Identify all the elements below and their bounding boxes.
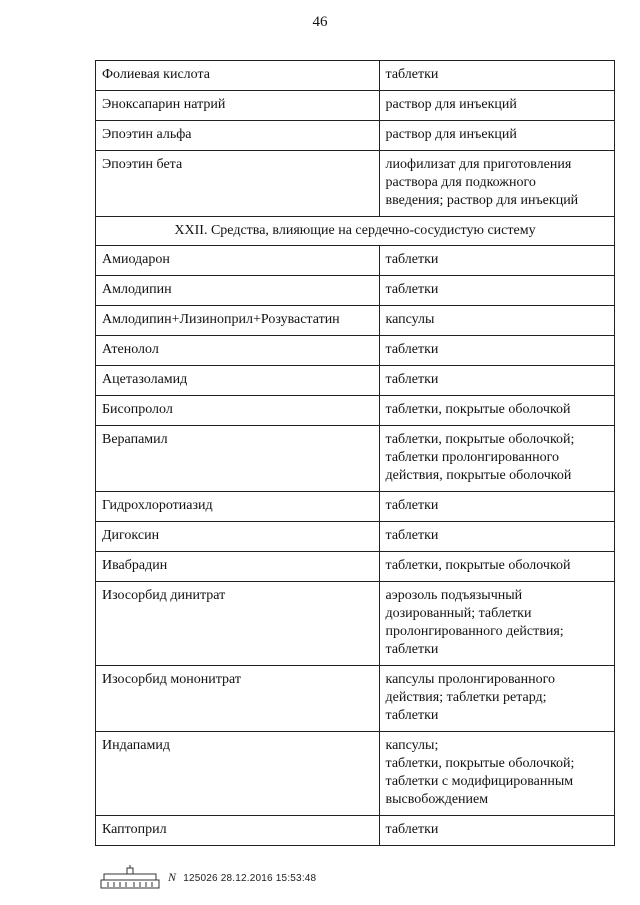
dosage-form-cell [379,61,614,91]
dosage-form-cell [379,552,614,582]
drug-name-cell: Дигоксин [96,522,380,552]
dosage-form-line: капсулы; [385,738,439,753]
dosage-form-line: таблетки [385,498,439,513]
table-row [96,306,615,336]
dosage-form-line: таблетки пролонгированного [385,450,559,465]
dosage-form-cell [379,246,614,276]
drug-name-cell: Изосорбид динитрат [96,582,380,666]
table-row [96,366,615,396]
dosage-form-cell [379,396,614,426]
dosage-form-cell [379,492,614,522]
dosage-form-line: таблетки [385,282,439,297]
dosage-form-line: капсулы [385,312,435,327]
table-row [96,732,615,816]
table-row [96,121,615,151]
dosage-form-line: действия; таблетки ретард; [385,690,547,705]
dosage-form-line: введения; раствор для инъекций [385,193,579,208]
dosage-form-cell [379,666,614,732]
dosage-form-cell [379,522,614,552]
drug-name-cell: Каптоприл [96,816,380,846]
dosage-form-cell [379,121,614,151]
footer-doc-number: 125026 [183,872,218,884]
dosage-form-line: таблетки, покрытые оболочкой; [385,756,575,771]
table-row [96,396,615,426]
drug-name-cell: Бисопролол [96,396,380,426]
dosage-form-line: пролонгированного действия; [385,624,564,639]
dosage-form-cell [379,336,614,366]
dosage-form-cell [379,276,614,306]
dosage-form-cell [379,306,614,336]
section-header-row [96,217,615,246]
table-row [96,91,615,121]
drug-name-cell: Эноксапарин натрий [96,91,380,121]
drug-name-cell: Амиодарон [96,246,380,276]
dosage-form-cell [379,366,614,396]
dosage-form-line: раствор для инъекций [385,127,517,142]
dosage-form-line: таблетки [385,372,439,387]
page-number: 46 [312,14,328,30]
dosage-form-line: дозированный; таблетки [385,606,532,621]
dosage-form-line: таблетки [385,342,439,357]
dosage-form-line: действия, покрытые оболочкой [385,468,572,483]
table-row [96,522,615,552]
dosage-form-cell [379,816,614,846]
dosage-form-line: таблетки, покрытые оболочкой [385,558,571,573]
table-row [96,816,615,846]
drug-name-cell: Изосорбид мононитрат [96,666,380,732]
dosage-form-line: лиофилизат для приготовления [385,157,572,172]
drug-table-body-bottom [96,246,615,846]
dosage-form-line: таблетки [385,642,439,657]
dosage-form-line: таблетки с модифицированным [385,774,574,789]
dosage-form-line: капсулы пролонгированного [385,672,555,687]
dosage-form-cell [379,91,614,121]
dosage-form-line: таблетки, покрытые оболочкой; [385,432,575,447]
dosage-form-line: раствор для инъекций [385,97,517,112]
drug-table [95,60,615,846]
dosage-form-cell [379,582,614,666]
drug-name-cell: Амлодипин+Лизиноприл+Розувастатин [96,306,380,336]
dosage-form-line: таблетки [385,822,439,837]
drug-table-body-top [96,61,615,217]
table-row [96,492,615,522]
section-header-group [96,217,615,246]
drug-name-cell: Фолиевая кислота [96,61,380,91]
dosage-form-line: таблетки [385,67,439,82]
dosage-form-line: таблетки [385,528,439,543]
drug-name-cell: Индапамид [96,732,380,816]
footer-stamp [168,870,316,885]
drug-name-cell: Амлодипин [96,276,380,306]
dosage-form-line: таблетки [385,252,439,267]
footer [100,864,316,890]
drug-name-cell: Ацетазоламид [96,366,380,396]
government-building-seal-icon [100,865,160,889]
dosage-form-cell [379,426,614,492]
drug-name-cell: Атенолол [96,336,380,366]
dosage-form-line: аэрозоль подъязычный [385,588,523,603]
section-title: XXII. Средства, влияющие на сердечно-сосудистую систему [96,217,615,246]
dosage-form-line: таблетки, покрытые оболочкой [385,402,571,417]
table-row [96,246,615,276]
footer-number-mark: N [168,869,177,884]
dosage-form-line: таблетки [385,708,439,723]
dosage-form-line: высвобождением [385,792,489,807]
drug-name-cell: Эпоэтин альфа [96,121,380,151]
table-row [96,151,615,217]
footer-timestamp: 28.12.2016 15:53:48 [220,872,317,884]
dosage-form-cell [379,151,614,217]
table-row [96,552,615,582]
table-row [96,336,615,366]
drug-name-cell: Ивабрадин [96,552,380,582]
table-row [96,276,615,306]
table-row [96,426,615,492]
table-row [96,582,615,666]
drug-name-cell: Эпоэтин бета [96,151,380,217]
drug-name-cell: Верапамил [96,426,380,492]
dosage-form-line: раствора для подкожного [385,175,536,190]
dosage-form-cell [379,732,614,816]
table-row [96,61,615,91]
table-row [96,666,615,732]
drug-name-cell: Гидрохлоротиазид [96,492,380,522]
